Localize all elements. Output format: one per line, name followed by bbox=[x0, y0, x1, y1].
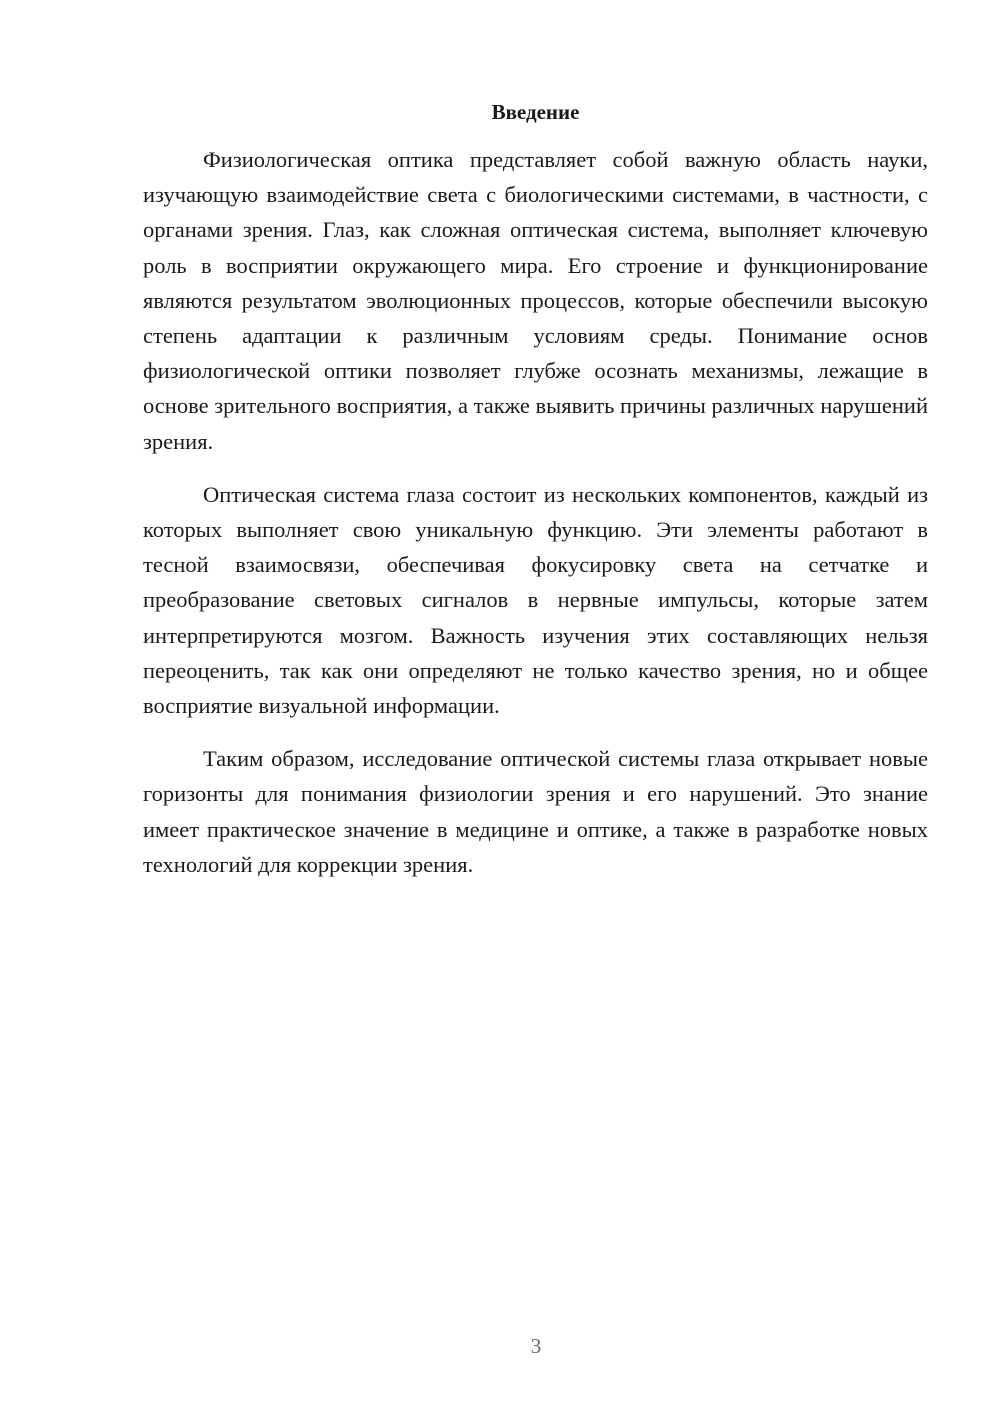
paragraph-3: Таким образом, исследование оптической системы глаза открывает новые горизонты для понимания физиологии зрения и его нарушений. Это знание имеет практическое значение в медицине и оптике, а также в разработке новых технологий для коррекции зрения. bbox=[143, 746, 928, 877]
paragraph-1: Физиологическая оптика представляет собой важную область науки, изучающую взаимодействие света с биологическими системами, в частности, с органами зрения. Глаз, как сложная оптическая система, выполняет ключевую роль в восприятии окружающего мира. Его строение и функционирование являются результатом эволюционных процессов, которые обеспечили высокую степень адаптации к различным условиям среды. Понимание основ физиологической оптики позволяет глубже осознать механизмы, лежащие в основе зрительного восприятия, а также выявить причины различных нарушений зрения. bbox=[143, 147, 928, 454]
page-number: 3 bbox=[530, 1334, 542, 1358]
section-heading: Введение bbox=[491, 100, 580, 124]
body-text bbox=[143, 142, 928, 900]
paragraph-2: Оптическая система глаза состоит из нескольких компонентов, каждый из которых выполняет свою уникальную функцию. Эти элементы работают в тесной взаимосвязи, обеспечивая фокусировку света на сетчатке и преобразование световых сигналов в нервные импульсы, которые затем интерпретируются мозгом. Важность изучения этих составляющих нельзя переоценить, так как они определяют не только качество зрения, но и общее восприятие визуальной информации. bbox=[143, 481, 928, 719]
